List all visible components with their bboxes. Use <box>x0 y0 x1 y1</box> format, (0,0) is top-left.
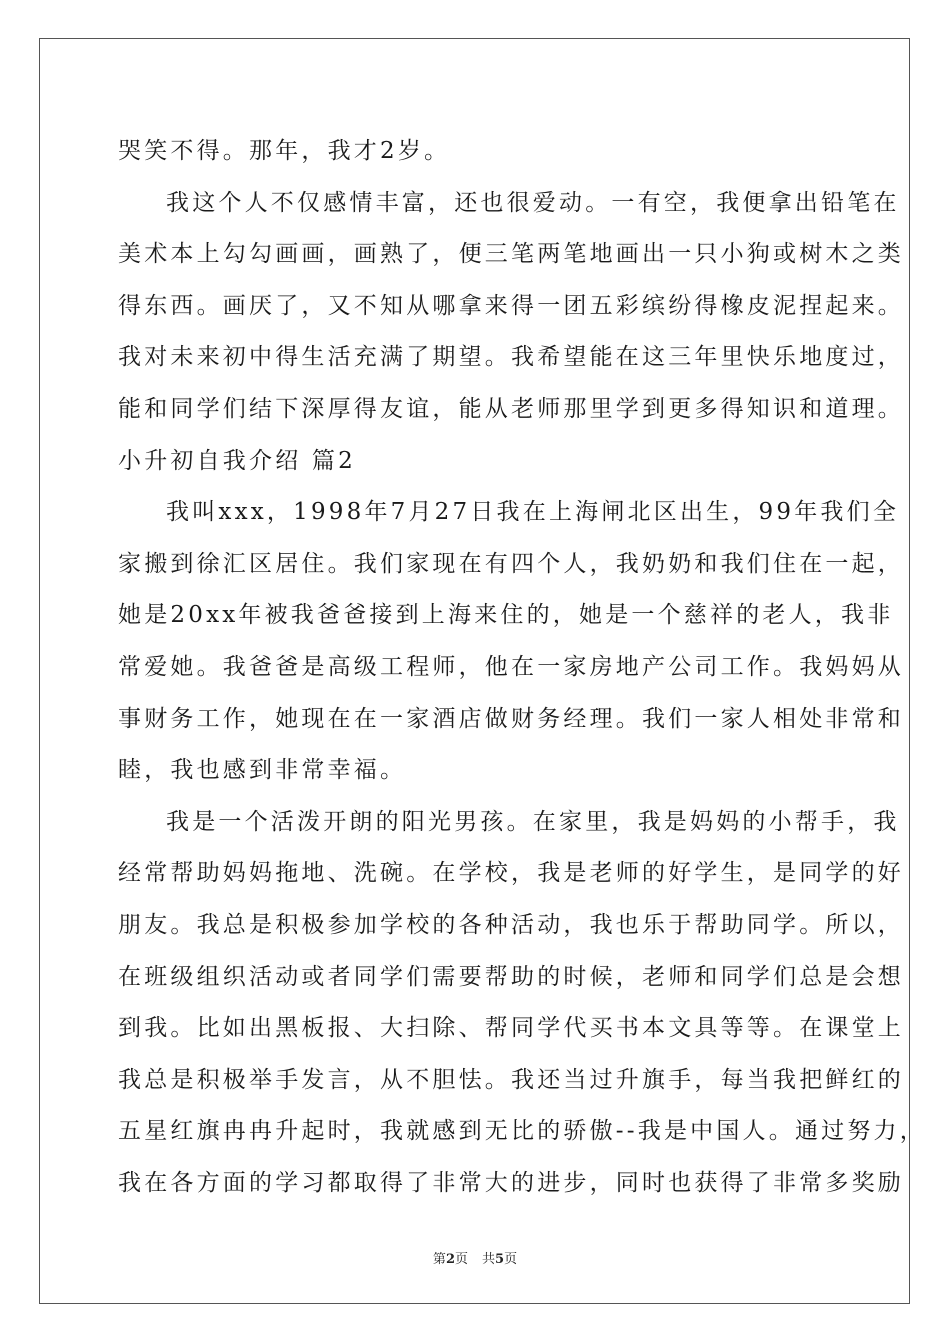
text-line: 我在各方面的学习都取得了非常大的进步，同时也获得了非常多奖励 <box>118 1169 904 1196</box>
text-line: 五星红旗冉冉升起时，我就感到无比的骄傲--我是中国人。通过努力， <box>118 1118 926 1145</box>
text-line: 我叫xxx，1998年7月27日我在上海闸北区出生，99年我们全 <box>166 499 900 526</box>
text-line: 哭笑不得。那年，我才2岁。 <box>118 138 451 164</box>
current-page-number: 2 <box>445 1252 455 1267</box>
section-heading: 小升初自我介绍 篇2 <box>118 447 356 474</box>
text-line: 她是20xx年被我爸爸接到上海来住的，她是一个慈祥的老人，我非 <box>118 602 894 629</box>
text-line: 常爱她。我爸爸是高级工程师，他在一家房地产公司工作。我妈妈从 <box>118 653 904 680</box>
page-footer <box>0 1248 950 1267</box>
total-page-count: 5 <box>495 1252 505 1267</box>
text-line: 到我。比如出黑板报、大扫除、帮同学代买书本文具等等。在课堂上 <box>118 1015 904 1042</box>
text-line: 我是一个活泼开朗的阳光男孩。在家里，我是妈妈的小帮手，我 <box>166 808 900 835</box>
text-line: 经常帮助妈妈拖地、洗碗。在学校，我是老师的好学生，是同学的好 <box>118 860 904 887</box>
text-line: 家搬到徐汇区居住。我们家现在有四个人，我奶奶和我们住在一起， <box>118 550 904 577</box>
document-body <box>118 126 926 1209</box>
text-line: 睦，我也感到非常幸福。 <box>118 757 407 784</box>
text-line: 在班级组织活动或者同学们需要帮助的时候，老师和同学们总是会想 <box>118 963 904 990</box>
text-line: 事财务工作，她现在在一家酒店做财务经理。我们一家人相处非常和 <box>118 705 904 732</box>
text-line: 美术本上勾勾画画，画熟了，便三笔两笔地画出一只小狗或树木之类 <box>118 241 904 268</box>
text-line: 能和同学们结下深厚得友谊，能从老师那里学到更多得知识和道理。 <box>118 395 904 422</box>
total-pages-indicator: 共5页 <box>482 1252 518 1267</box>
text-line: 我对未来初中得生活充满了期望。我希望能在这三年里快乐地度过， <box>118 344 904 371</box>
text-line: 我总是积极举手发言，从不胆怯。我还当过升旗手，每当我把鲜红的 <box>118 1066 904 1093</box>
text-line: 朋友。我总是积极参加学校的各种活动，我也乐于帮助同学。所以， <box>118 911 904 938</box>
text-line: 得东西。画厌了，又不知从哪拿来得一团五彩缤纷得橡皮泥捏起来。 <box>118 292 904 319</box>
page-indicator: 第2页 <box>432 1252 468 1267</box>
text-line: 我这个人不仅感情丰富，还也很爱动。一有空，我便拿出铅笔在 <box>166 189 900 216</box>
